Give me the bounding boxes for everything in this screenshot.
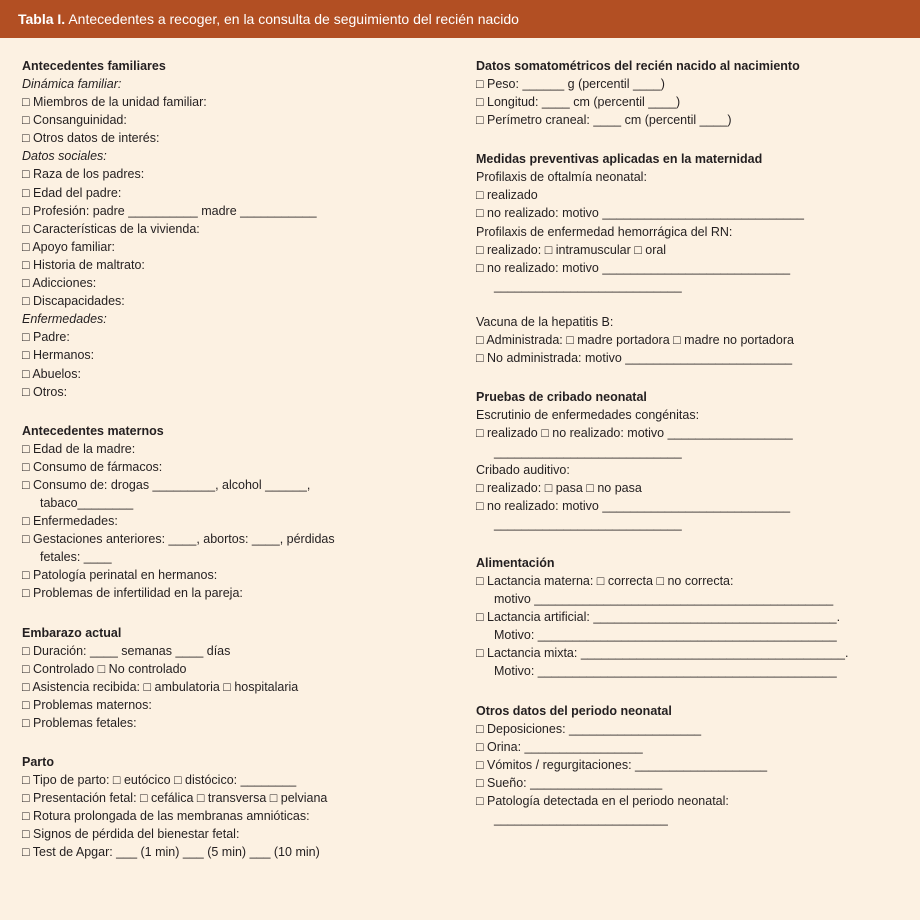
form-line: □ Consumo de: drogas _________, alcohol ______, xyxy=(22,477,311,492)
form-line: □ Tipo de parto: □ eutócico □ distócico: ________ xyxy=(22,773,297,787)
form-line: □ Rotura prolongada de las membranas amnióticas: xyxy=(22,809,310,824)
form-line: □ Otros datos de interés: xyxy=(22,131,160,146)
continuation-line: _________________________ xyxy=(494,812,668,826)
form-line: □ Padre: xyxy=(22,330,70,345)
form-line: □ Apoyo familiar: xyxy=(22,239,116,254)
form-line: □ Peso: ______ g (percentil ____) xyxy=(476,77,665,91)
section-alimentacion xyxy=(476,554,906,681)
form-line: □ No administrada: motivo ________________________ xyxy=(476,351,793,366)
form-line: □ Consanguinidad: xyxy=(22,113,127,128)
section-pruebas-de-cribado-neonatal xyxy=(476,388,906,533)
section-medidas-preventivas-aplicadas-en-la-maternidad xyxy=(476,150,906,367)
form-line: □ Sueño: ___________________ xyxy=(476,775,663,790)
form-line: □ Vómitos / regurgitaciones: ___________________ xyxy=(476,757,768,772)
section-heading: Otros datos del periodo neonatal xyxy=(476,703,672,718)
section-heading: Antecedentes familiares xyxy=(22,59,166,73)
form-line: □ Patología detectada en el periodo neonatal: xyxy=(476,793,729,808)
section-otros-datos-del-periodo-neonatal xyxy=(476,702,906,829)
form-line: □ Historia de maltrato: xyxy=(22,257,145,272)
table-header xyxy=(0,0,920,38)
form-line: □ Orina: _________________ xyxy=(476,739,643,754)
spacer xyxy=(476,295,906,313)
section-embarazo-actual xyxy=(22,624,452,732)
continuation-line: fetales: ____ xyxy=(40,550,112,565)
left-column xyxy=(22,57,452,861)
form-line: □ Profesión: padre __________ madre ___________ xyxy=(22,203,317,218)
section-heading: Parto xyxy=(22,755,54,769)
form-line: □ Edad del padre: xyxy=(22,185,122,200)
form-line: □ no realizado: motivo ___________________________ xyxy=(476,498,791,513)
form-line: □ Lactancia materna: □ correcta □ no correcta: xyxy=(476,573,734,588)
form-line: □ realizado □ no realizado: motivo __________________ xyxy=(476,426,793,441)
continuation-line: Motivo: ___________________________________________ xyxy=(494,628,837,643)
table-label: Tabla I. xyxy=(18,11,66,27)
section-antecedentes-maternos xyxy=(22,422,452,603)
continuation-line: Motivo: ___________________________________________ xyxy=(494,664,837,679)
form-line: □ Problemas maternos: xyxy=(22,697,152,712)
form-line: □ Duración: ____ semanas ____ días xyxy=(22,643,231,658)
form-line: □ Consumo de fármacos: xyxy=(22,459,163,474)
continuation-line: ___________________________ xyxy=(494,278,682,293)
form-line: □ Miembros de la unidad familiar: xyxy=(22,95,207,110)
form-line: □ Características de la vivienda: xyxy=(22,221,200,236)
form-line: □ Patología perinatal en hermanos: xyxy=(22,568,218,583)
form-line: □ Enfermedades: xyxy=(22,514,118,529)
section-heading: Embarazo actual xyxy=(22,625,122,640)
form-line: □ realizado: □ pasa □ no pasa xyxy=(476,480,642,495)
form-line: □ Edad de la madre: xyxy=(22,441,136,456)
form-line: □ Problemas de infertilidad en la pareja: xyxy=(22,586,243,601)
form-line: □ Asistencia recibida: □ ambulatoria □ hospitalaria xyxy=(22,679,299,694)
form-line: □ Signos de pérdida del bienestar fetal: xyxy=(22,827,240,842)
continuation-line: ___________________________ xyxy=(494,516,682,531)
form-line: Cribado auditivo: xyxy=(476,462,570,477)
form-line: □ Discapacidades: xyxy=(22,294,125,309)
right-column xyxy=(476,57,906,828)
form-line: □ Presentación fetal: □ cefálica □ transversa □ pelviana xyxy=(22,791,328,806)
table-title: Antecedentes a recoger, en la consulta de seguimiento del recién nacido xyxy=(68,11,519,27)
form-line: □ Test de Apgar: ___ (1 min) ___ (5 min) ___ (10 min) xyxy=(22,845,320,860)
section-heading: Medidas preventivas aplicadas en la maternidad xyxy=(476,152,763,167)
section-antecedentes-familiares xyxy=(22,57,452,401)
section-heading: Antecedentes maternos xyxy=(22,423,164,438)
form-line: □ realizado: □ intramuscular □ oral xyxy=(476,242,667,257)
form-line: □ Adicciones: xyxy=(22,276,97,291)
form-line: □ Perímetro craneal: ____ cm (percentil ____) xyxy=(476,113,732,128)
section-heading: Pruebas de cribado neonatal xyxy=(476,390,647,405)
section-parto xyxy=(22,753,452,861)
continuation-line: motivo ___________________________________________ xyxy=(494,592,834,607)
form-line: □ Controlado □ No controlado xyxy=(22,661,187,676)
form-line: □ Lactancia mixta: ______________________________________. xyxy=(476,646,849,661)
form-line: Escrutinio de enfermedades congénitas: xyxy=(476,408,700,423)
form-line: Profilaxis de enfermedad hemorrágica del RN: xyxy=(476,224,733,239)
form-line: □ Deposiciones: ___________________ xyxy=(476,721,702,736)
continuation-line: ___________________________ xyxy=(494,444,682,459)
form-line: □ Problemas fetales: xyxy=(22,715,137,730)
section-datos-somatometricos-del-recien-nacido-al-nacimiento xyxy=(476,57,906,129)
form-line: □ realizado xyxy=(476,188,538,203)
form-line: □ Otros: xyxy=(22,384,68,399)
form-line: □ Lactancia artificial: ___________________________________. xyxy=(476,610,841,625)
form-line: Vacuna de la hepatitis B: xyxy=(476,315,614,330)
section-heading: Datos somatométricos del recién nacido al nacimiento xyxy=(476,59,800,73)
form-line: □ Raza de los padres: xyxy=(22,167,145,182)
form-line: □ Hermanos: xyxy=(22,348,95,363)
subheading: Enfermedades: xyxy=(22,312,107,327)
form-line: Profilaxis de oftalmía neonatal: xyxy=(476,170,647,185)
subheading: Datos sociales: xyxy=(22,149,107,164)
subheading: Dinámica familiar: xyxy=(22,77,122,91)
form-line: □ Abuelos: xyxy=(22,366,81,381)
form-line: □ Longitud: ____ cm (percentil ____) xyxy=(476,95,681,110)
section-heading: Alimentación xyxy=(476,555,555,570)
continuation-line: tabaco________ xyxy=(40,495,134,510)
form-line: □ no realizado: motivo _____________________________ xyxy=(476,206,804,221)
form-line: □ Administrada: □ madre portadora □ madre no portadora xyxy=(476,333,794,348)
form-line: □ Gestaciones anteriores: ____, abortos: ____, pérdidas xyxy=(22,532,335,547)
form-line: □ no realizado: motivo ___________________________ xyxy=(476,260,791,275)
